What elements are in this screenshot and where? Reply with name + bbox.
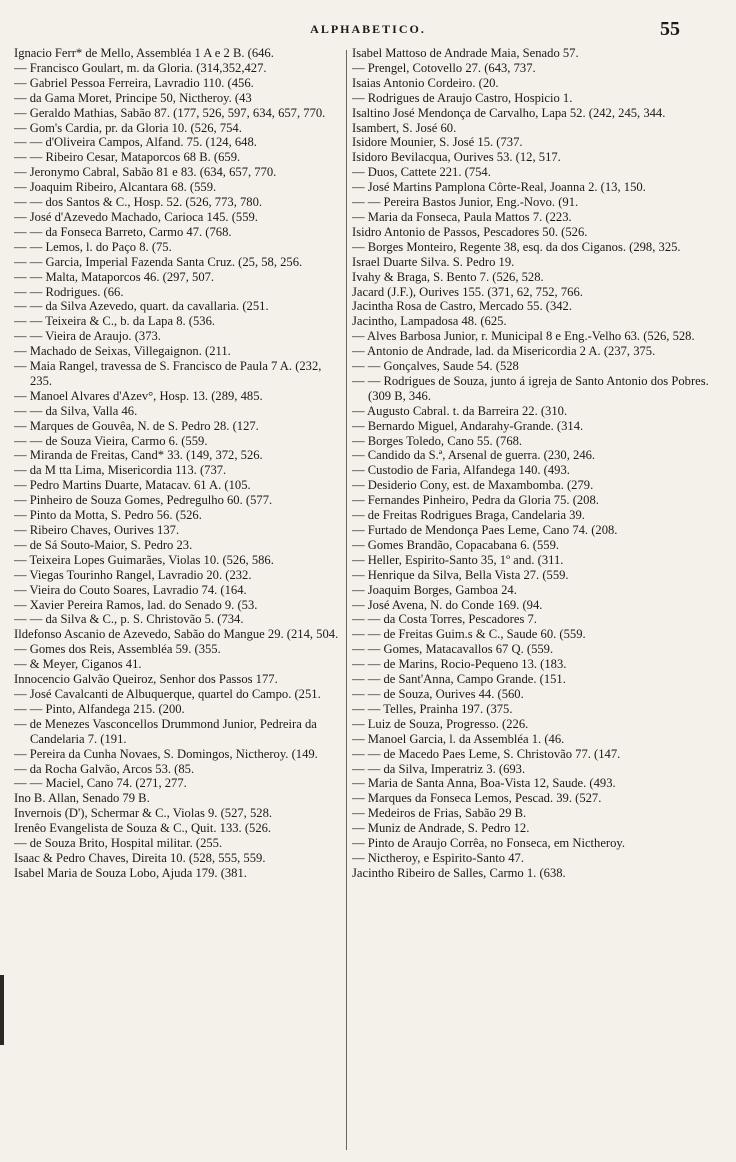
directory-entry: Jacintho Ribeiro de Salles, Carmo 1. (638. bbox=[352, 865, 566, 880]
directory-entry: — Teixeira Lopes Guimarães, Violas 10. (526, 586. bbox=[14, 552, 274, 567]
directory-entry: — — Vieira de Araujo. (373. bbox=[14, 329, 161, 344]
directory-entry: — — de Souza Vieira, Carmo 6. (559. bbox=[14, 433, 208, 448]
directory-entry: Ivahy & Braga, S. Bento 7. (526, 528. bbox=[352, 269, 544, 284]
directory-entry: Ino B. Allan, Senado 79 B. bbox=[14, 791, 150, 806]
directory-entry: — Gabriel Pessoa Ferreira, Lavradio 110. (456. bbox=[14, 75, 254, 90]
directory-entry: — — de Freitas Guim.s & C., Saude 60. (559. bbox=[352, 627, 586, 642]
directory-entry: Invernois (D'), Schermar & C., Violas 9. (527, 528. bbox=[14, 806, 273, 821]
directory-entry: Israel Duarte Silva. S. Pedro 19. bbox=[352, 254, 515, 269]
directory-entry: — Miranda de Freitas, Cand* 33. (149, 372, 526. bbox=[14, 448, 263, 463]
directory-entry: — Gom's Cardia, pr. da Gloria 10. (526, 754. bbox=[14, 120, 242, 135]
directory-entry: — — de Macedo Paes Leme, S. Christovão 77. (147. bbox=[352, 746, 621, 761]
directory-entry: — — Rodrigues de Souza, junto á igreja de Santo Antonio dos Pobres. (309 B, 346. bbox=[352, 373, 709, 403]
directory-entry: — Muniz de Andrade, S. Pedro 12. bbox=[352, 821, 530, 836]
directory-entry: — Medeiros de Frias, Sabão 29 B. bbox=[352, 806, 527, 821]
directory-entry: — Viegas Tourinho Rangel, Lavradio 20. (232. bbox=[14, 567, 252, 582]
directory-entry: — — Rodrigues. (66. bbox=[14, 284, 124, 299]
directory-entry: — — Pereira Bastos Junior, Eng.-Novo. (91. bbox=[352, 195, 579, 210]
directory-entry: — da M tta Lima, Misericordia 113. (737. bbox=[14, 463, 227, 478]
directory-entry: Isidore Mounier, S. José 15. (737. bbox=[352, 135, 523, 150]
directory-entry: — da Gama Moret, Principe 50, Nictheroy. (43 bbox=[14, 90, 252, 105]
directory-entry: — de Freitas Rodrigues Braga, Candelaria 39. bbox=[352, 508, 585, 523]
directory-entry: Isaltino José Mendonça de Carvalho, Lapa 52. (242, 245, 344. bbox=[352, 105, 666, 120]
directory-entry: — Duos, Cattete 221. (754. bbox=[352, 165, 491, 180]
directory-entry: — — da Silva, Valla 46. bbox=[14, 403, 138, 418]
directory-entry: Isidro Antonio de Passos, Pescadores 50. (526. bbox=[352, 224, 588, 239]
directory-entry: — — dos Santos & C., Hosp. 52. (526, 773, 780. bbox=[14, 195, 263, 210]
directory-entry: — — da Costa Torres, Pescadores 7. bbox=[352, 612, 537, 627]
directory-entry: — da Rocha Galvão, Arcos 53. (85. bbox=[14, 761, 195, 776]
directory-entry: — — Lemos, l. do Paço 8. (75. bbox=[14, 239, 172, 254]
directory-entry: — Alves Barbosa Junior, r. Municipal 8 e Eng.-Velho 63. (526, 528. bbox=[352, 329, 695, 344]
directory-entry: — Nictheroy, e Espirito-Santo 47. bbox=[352, 850, 524, 865]
directory-entry: — José Martins Pamplona Côrte-Real, Joanna 2. (13, 150. bbox=[352, 180, 646, 195]
directory-entry: — Geraldo Mathias, Sabão 87. (177, 526, 597, 634, 657, 770. bbox=[14, 105, 326, 120]
directory-entry: — — Telles, Prainha 197. (375. bbox=[352, 701, 513, 716]
directory-entry: Jacard (J.F.), Ourives 155. (371, 62, 752, 766. bbox=[352, 284, 583, 299]
directory-entry: — Desiderio Cony, est. de Maxambomba. (279. bbox=[352, 478, 594, 493]
directory-entry: — José Avena, N. do Conde 169. (94. bbox=[352, 597, 543, 612]
directory-entry: — — Teixeira & C., b. da Lapa 8. (536. bbox=[14, 314, 216, 329]
directory-entry: — — Gomes, Matacavallos 67 Q. (559. bbox=[352, 642, 554, 657]
directory-entry: — Xavier Pereira Ramos, lad. do Senado 9. (53. bbox=[14, 597, 258, 612]
directory-entry: — Marques de Gouvêa, N. de S. Pedro 28. (127. bbox=[14, 418, 259, 433]
right-column bbox=[352, 46, 720, 1156]
directory-entry: — Joaquim Ribeiro, Alcantara 68. (559. bbox=[14, 180, 217, 195]
directory-entry: — Custodio de Faria, Alfandega 140. (493. bbox=[352, 463, 570, 478]
directory-entry: — Vieira do Couto Soares, Lavradio 74. (164. bbox=[14, 582, 247, 597]
directory-entry: — Pedro Martins Duarte, Matacav. 61 A. (105. bbox=[14, 478, 251, 493]
directory-entry: Ildefonso Ascanio de Azevedo, Sabão do Mangue 29. (214, 504. bbox=[14, 627, 339, 642]
directory-entry: — Francisco Goulart, m. da Gloria. (314,352,427. bbox=[14, 60, 267, 75]
directory-entry: — Antonio de Andrade, lad. da Misericordia 2 A. (237, 375. bbox=[352, 344, 656, 359]
page-number: 55 bbox=[660, 18, 680, 40]
directory-entry: — Maia Rangel, travessa de S. Francisco de Paula 7 A. (232, 235. bbox=[14, 359, 322, 388]
directory-entry: — — Gonçalves, Saude 54. (528 bbox=[352, 359, 519, 374]
directory-entry: — Heller, Espirito-Santo 35, 1º and. (311. bbox=[352, 552, 564, 567]
left-column bbox=[14, 46, 344, 1156]
directory-entry: — Maria da Fonseca, Paula Mattos 7. (223. bbox=[352, 209, 572, 224]
directory-entry: — de Sá Souto-Maior, S. Pedro 23. bbox=[14, 537, 193, 552]
directory-entry: — — da Silva, Imperatriz 3. (693. bbox=[352, 761, 526, 776]
directory-entry: Ignacio Ferr* de Mello, Assembléa 1 A e 2 B. (646. bbox=[14, 46, 274, 60]
directory-entry: — — Maciel, Cano 74. (271, 277. bbox=[14, 776, 187, 791]
directory-entry: — Pereira da Cunha Novaes, S. Domingos, Nictheroy. (149. bbox=[14, 746, 318, 761]
directory-entry: — — Ribeiro Cesar, Mataporcos 68 B. (659. bbox=[14, 150, 241, 165]
running-title: ALPHABETICO. bbox=[310, 22, 426, 36]
directory-entry: — Rodrigues de Araujo Castro, Hospicio 1. bbox=[352, 90, 573, 105]
directory-entry: Isabel Maria de Souza Lobo, Ajuda 179. (381. bbox=[14, 865, 247, 880]
directory-entry: Innocencio Galvão Queiroz, Senhor dos Passos 177. bbox=[14, 672, 278, 687]
directory-entry: — Machado de Seixas, Villegaignon. (211. bbox=[14, 344, 231, 359]
directory-entry: — Pinheiro de Souza Gomes, Pedregulho 60. (577. bbox=[14, 493, 273, 508]
directory-entry: — José d'Azevedo Machado, Carioca 145. (559. bbox=[14, 209, 258, 224]
directory-entry: — Prengel, Cotovello 27. (643, 737. bbox=[352, 60, 536, 75]
directory-entry: — — de Sant'Anna, Campo Grande. (151. bbox=[352, 672, 566, 687]
directory-entry: — Manoel Alvares d'Azev°, Hosp. 13. (289, 485. bbox=[14, 388, 263, 403]
directory-entry: Isaias Antonio Cordeiro. (20. bbox=[352, 75, 499, 90]
directory-entry: — — da Silva & C., p. S. Christovão 5. (734. bbox=[14, 612, 244, 627]
directory-entry: — — Pinto, Alfandega 215. (200. bbox=[14, 701, 185, 716]
directory-entry: Jacintha Rosa de Castro, Mercado 55. (342. bbox=[352, 299, 572, 314]
directory-entry: — Joaquim Borges, Gamboa 24. bbox=[352, 582, 517, 597]
directory-entry: — Augusto Cabral. t. da Barreira 22. (310. bbox=[352, 403, 568, 418]
directory-entry: — Luiz de Souza, Progresso. (226. bbox=[352, 716, 529, 731]
directory-entry: — Bernardo Miguel, Andarahy-Grande. (314. bbox=[352, 418, 584, 433]
directory-entry: — de Menezes Vasconcellos Drummond Junior, Pedreira da Candelaria 7. (191. bbox=[14, 716, 317, 746]
directory-entry: Isambert, S. José 60. bbox=[352, 120, 457, 135]
directory-entry: — Ribeiro Chaves, Ourives 137. bbox=[14, 523, 180, 537]
directory-entry: — Candido da S.ª, Arsenal de guerra. (230, 246. bbox=[352, 448, 596, 463]
directory-entry: — Borges Toledo, Cano 55. (768. bbox=[352, 433, 523, 448]
page-edge-mark bbox=[0, 975, 4, 1045]
directory-entry: — — Malta, Mataporcos 46. (297, 507. bbox=[14, 269, 215, 284]
directory-entry: — & Meyer, Ciganos 41. bbox=[14, 657, 142, 672]
directory-entry: — Pinto da Motta, S. Pedro 56. (526. bbox=[14, 508, 202, 523]
directory-entry: — Gomes Brandão, Copacabana 6. (559. bbox=[352, 537, 560, 552]
running-head bbox=[0, 18, 736, 40]
directory-entry: Irenêo Evangelista de Souza & C., Quit. 133. (526. bbox=[14, 821, 272, 836]
directory-entry: Isabel Mattoso de Andrade Maia, Senado 57. bbox=[352, 46, 579, 60]
column-divider bbox=[346, 50, 347, 1150]
directory-entry: Jacintho, Lampadosa 48. (625. bbox=[352, 314, 507, 329]
directory-entry: — Furtado de Mendonça Paes Leme, Cano 74. (208. bbox=[352, 523, 618, 537]
directory-entry: — José Cavalcanti de Albuquerque, quartel do Campo. (251. bbox=[14, 686, 321, 701]
directory-entry: — Fernandes Pinheiro, Pedra da Gloria 75. (208. bbox=[352, 493, 599, 508]
directory-entry: — Jeronymo Cabral, Sabão 81 e 83. (634, 657, 770. bbox=[14, 165, 277, 180]
directory-entry: — Gomes dos Reis, Assembléa 59. (355. bbox=[14, 642, 221, 657]
directory-entry: — — de Marins, Rocio-Pequeno 13. (183. bbox=[352, 657, 567, 672]
directory-entry: — Henrique da Silva, Bella Vista 27. (559. bbox=[352, 567, 569, 582]
directory-entry: Isaac & Pedro Chaves, Direita 10. (528, 555, 559. bbox=[14, 850, 266, 865]
directory-entry: — Manoel Garcia, l. da Assembléa 1. (46. bbox=[352, 731, 565, 746]
directory-entry: — — d'Oliveira Campos, Alfand. 75. (124, 648. bbox=[14, 135, 257, 150]
directory-entry: — Borges Monteiro, Regente 38, esq. da dos Ciganos. (298, 325. bbox=[352, 239, 681, 254]
directory-entry: — de Souza Brito, Hospital militar. (255. bbox=[14, 836, 223, 851]
directory-entry: — — de Souza, Ourives 44. (560. bbox=[352, 686, 524, 701]
directory-entry: — — da Fonseca Barreto, Carmo 47. (768. bbox=[14, 224, 232, 239]
directory-entry: Isidoro Bevilacqua, Ourives 53. (12, 517. bbox=[352, 150, 561, 165]
directory-entry: — — da Silva Azevedo, quart. da cavallaria. (251. bbox=[14, 299, 269, 314]
directory-entry: — Pinto de Araujo Corrêa, no Fonseca, em Nictheroy. bbox=[352, 836, 626, 851]
directory-entry: — Maria de Santa Anna, Boa-Vista 12, Saude. (493. bbox=[352, 776, 616, 791]
directory-entry: — Marques da Fonseca Lemos, Pescad. 39. (527. bbox=[352, 791, 602, 806]
directory-entry: — — Garcia, Imperial Fazenda Santa Cruz. (25, 58, 256. bbox=[14, 254, 303, 269]
